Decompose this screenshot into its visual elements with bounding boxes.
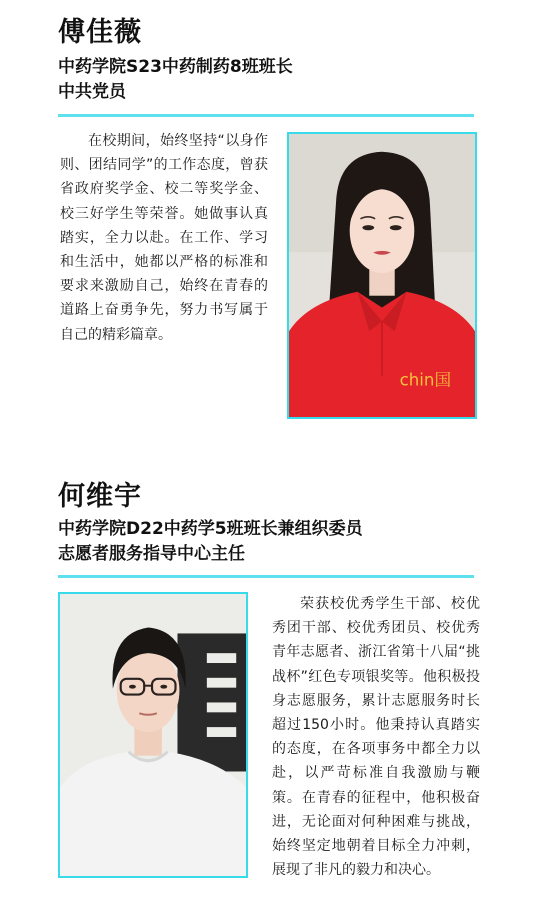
portrait-illustration	[289, 134, 475, 417]
section-divider	[58, 114, 474, 117]
person-name: 何维宇	[58, 481, 142, 512]
portrait-illustration	[60, 594, 246, 876]
section-divider	[58, 575, 474, 578]
person-role: 志愿者服务指导中心主任	[58, 544, 245, 564]
person-bio: 在校期间，始终坚持“以身作则、团结同学”的工作态度，曾获省政府奖学金、校二等奖学金、校三好学生等荣誉。她做事认真踏实，全力以赴。在工作、学习和生活中，她都以严格的标准和要求来激励自己，始终在青春的道路上奋勇争先，努力书写属于自己的精彩篇章。	[60, 133, 268, 343]
person-name: 傅佳薇	[58, 17, 142, 48]
person-role: 中共党员	[58, 82, 126, 102]
portrait-photo	[287, 132, 477, 419]
shirt-print: chin国	[399, 369, 452, 390]
portrait-photo	[58, 592, 248, 878]
person-role: 中药学院S23中药制药8班班长	[58, 57, 293, 77]
person-bio: 荣获校优秀学生干部、校优秀团干部、校优秀团员、校优秀青年志愿者、浙江省第十八届“挑战杯”红色专项银奖等。他积极投身志愿服务，累计志愿服务时长超过150小时。他秉持认真踏实的态度，在各项事务中都全力以赴，以严苛标准自我激励与鞭策。在青春的征程中，他积极奋进，无论面对何种困难与挑战，始终坚定地朝着目标全力冲刺，展现了非凡的毅力和决心。	[272, 596, 480, 879]
person-role: 中药学院D22中药学5班班长兼组织委员	[58, 519, 363, 539]
